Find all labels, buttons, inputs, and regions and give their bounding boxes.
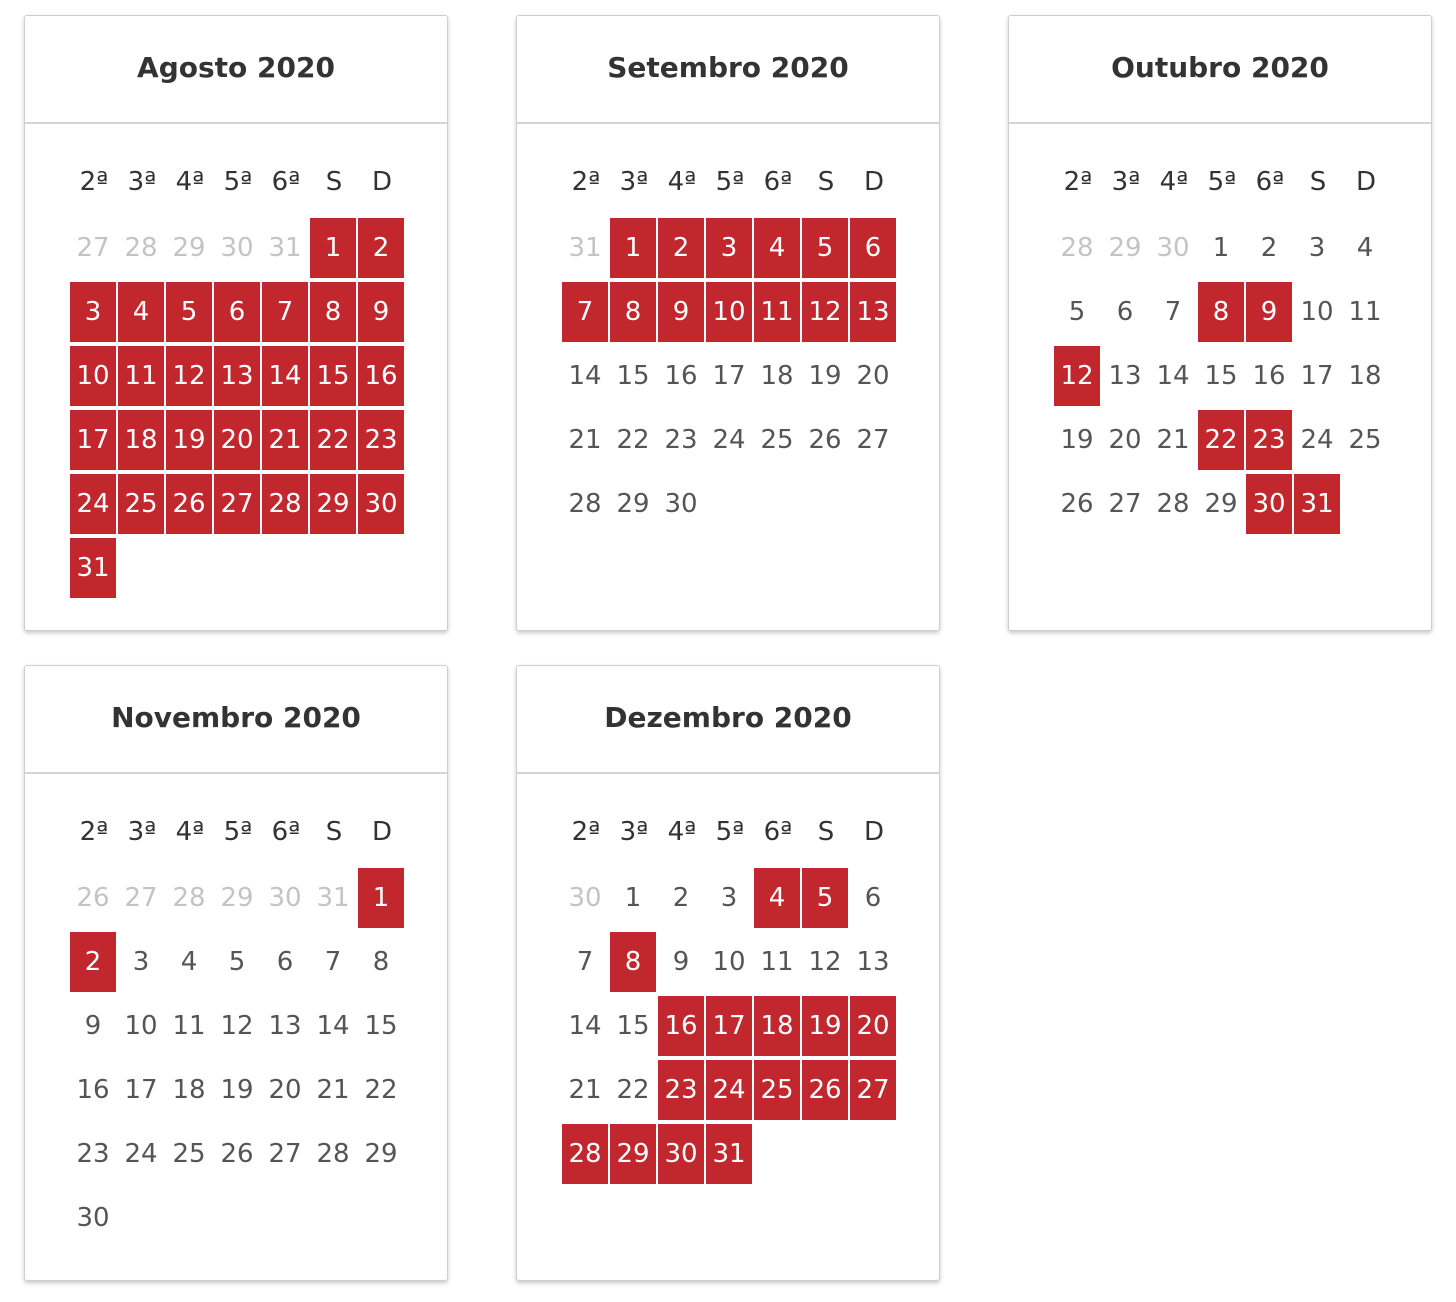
weekday-label: 3ª [619, 817, 649, 847]
day-cell[interactable]: 15 [1204, 361, 1238, 391]
month-header [25, 16, 447, 124]
other-month-day-cell[interactable]: 30 [268, 883, 302, 913]
weekday-label: 4ª [1159, 167, 1189, 197]
weekday-row [1054, 162, 1390, 202]
highlighted-day-cell[interactable]: 28 [262, 474, 308, 534]
month-title: Setembro 2020 [607, 50, 849, 84]
highlighted-day-cell[interactable]: 5 [802, 868, 848, 928]
day-cell[interactable]: 13 [856, 947, 890, 977]
day-cell[interactable]: 16 [1252, 361, 1286, 391]
highlighted-day-cell[interactable]: 7 [562, 282, 608, 342]
day-cell[interactable]: 14 [316, 1011, 350, 1041]
day-cell[interactable]: 27 [268, 1139, 302, 1169]
month-header [517, 666, 939, 774]
day-cell[interactable]: 3 [720, 883, 738, 913]
day-cell[interactable]: 27 [856, 425, 890, 455]
day-cell[interactable]: 2 [1260, 233, 1278, 263]
highlighted-day-cell[interactable]: 29 [310, 474, 356, 534]
highlighted-day-cell[interactable]: 11 [118, 346, 164, 406]
day-cell[interactable]: 26 [1060, 489, 1094, 519]
day-cell[interactable]: 30 [76, 1203, 110, 1233]
highlighted-day-cell[interactable]: 23 [658, 1060, 704, 1120]
highlighted-day-cell[interactable]: 2 [358, 218, 404, 278]
day-cell[interactable]: 4 [180, 947, 198, 977]
highlighted-day-cell[interactable]: 23 [1246, 410, 1292, 470]
day-cell[interactable]: 11 [1348, 297, 1382, 327]
day-cell[interactable]: 19 [808, 361, 842, 391]
highlighted-day-cell[interactable]: 24 [706, 1060, 752, 1120]
highlighted-day-cell[interactable]: 13 [214, 346, 260, 406]
day-cell[interactable]: 11 [760, 947, 794, 977]
day-cell[interactable]: 9 [672, 947, 690, 977]
day-cell[interactable]: 15 [616, 1011, 650, 1041]
day-cell[interactable]: 22 [364, 1075, 398, 1105]
other-month-day-cell[interactable]: 28 [172, 883, 206, 913]
day-cell[interactable]: 20 [1108, 425, 1142, 455]
weekday-label: 5ª [715, 817, 745, 847]
highlighted-day-cell[interactable]: 1 [358, 868, 404, 928]
day-cell[interactable]: 19 [220, 1075, 254, 1105]
highlighted-day-cell[interactable]: 27 [214, 474, 260, 534]
day-cell[interactable]: 15 [364, 1011, 398, 1041]
day-cell[interactable]: 7 [324, 947, 342, 977]
day-cell[interactable]: 18 [760, 361, 794, 391]
weekday-row [562, 162, 898, 202]
weekday-label: 6ª [763, 167, 793, 197]
day-cell[interactable]: 8 [372, 947, 390, 977]
highlighted-day-cell[interactable]: 12 [166, 346, 212, 406]
highlighted-day-cell[interactable]: 2 [658, 218, 704, 278]
day-cell[interactable]: 6 [1116, 297, 1134, 327]
month-title: Agosto 2020 [137, 50, 335, 84]
day-cell[interactable]: 2 [672, 883, 690, 913]
highlighted-day-cell[interactable]: 26 [802, 1060, 848, 1120]
weekday-label: 4ª [175, 167, 205, 197]
highlighted-day-cell[interactable]: 7 [262, 282, 308, 342]
highlighted-day-cell[interactable]: 3 [70, 282, 116, 342]
highlighted-day-cell[interactable]: 8 [610, 282, 656, 342]
other-month-day-cell[interactable]: 29 [220, 883, 254, 913]
weekday-label: 6ª [1255, 167, 1285, 197]
month-title: Outubro 2020 [1111, 50, 1329, 84]
highlighted-day-cell[interactable]: 28 [562, 1124, 608, 1184]
highlighted-day-cell[interactable]: 24 [70, 474, 116, 534]
day-cell[interactable]: 21 [1156, 425, 1190, 455]
weekday-label: 3ª [127, 817, 157, 847]
day-cell[interactable]: 1 [1212, 233, 1230, 263]
day-cell[interactable]: 10 [712, 947, 746, 977]
highlighted-day-cell[interactable]: 5 [802, 218, 848, 278]
day-cell[interactable]: 10 [124, 1011, 158, 1041]
weekday-label: 5ª [1207, 167, 1237, 197]
highlighted-day-cell[interactable]: 9 [658, 282, 704, 342]
weekday-label: 6ª [763, 817, 793, 847]
day-cell[interactable]: 25 [172, 1139, 206, 1169]
other-month-day-cell[interactable]: 30 [1156, 233, 1190, 263]
weekday-label: D [371, 817, 393, 847]
highlighted-day-cell[interactable]: 13 [850, 282, 896, 342]
day-cell[interactable]: 22 [616, 1075, 650, 1105]
highlighted-day-cell[interactable]: 22 [310, 410, 356, 470]
highlighted-day-cell[interactable]: 2 [70, 932, 116, 992]
highlighted-day-cell[interactable]: 31 [1294, 474, 1340, 534]
weekday-label: D [1355, 167, 1377, 197]
day-cell[interactable]: 13 [1108, 361, 1142, 391]
day-cell[interactable]: 23 [76, 1139, 110, 1169]
highlighted-day-cell[interactable]: 11 [754, 282, 800, 342]
highlighted-day-cell[interactable]: 30 [658, 1124, 704, 1184]
day-cell[interactable]: 21 [316, 1075, 350, 1105]
highlighted-day-cell[interactable]: 4 [754, 868, 800, 928]
day-cell[interactable]: 28 [1156, 489, 1190, 519]
day-cell[interactable]: 17 [712, 361, 746, 391]
highlighted-day-cell[interactable]: 19 [166, 410, 212, 470]
highlighted-day-cell[interactable]: 26 [166, 474, 212, 534]
weekday-row [70, 812, 406, 852]
day-cell[interactable]: 24 [1300, 425, 1334, 455]
weekday-label: 5ª [715, 167, 745, 197]
weekday-label: 4ª [667, 817, 697, 847]
highlighted-day-cell[interactable]: 17 [70, 410, 116, 470]
highlighted-day-cell[interactable]: 6 [214, 282, 260, 342]
other-month-day-cell[interactable]: 31 [268, 233, 302, 263]
other-month-day-cell[interactable]: 27 [124, 883, 158, 913]
weekday-label: 4ª [175, 817, 205, 847]
day-cell[interactable]: 3 [132, 947, 150, 977]
day-cell[interactable]: 21 [568, 425, 602, 455]
highlighted-day-cell[interactable]: 31 [706, 1124, 752, 1184]
day-cell[interactable]: 24 [712, 425, 746, 455]
day-cell[interactable]: 25 [760, 425, 794, 455]
highlighted-day-cell[interactable]: 4 [118, 282, 164, 342]
day-cell[interactable]: 14 [568, 361, 602, 391]
weekday-label: 3ª [619, 167, 649, 197]
other-month-day-cell[interactable]: 31 [316, 883, 350, 913]
other-month-day-cell[interactable]: 30 [220, 233, 254, 263]
highlighted-day-cell[interactable]: 30 [358, 474, 404, 534]
weekday-label: 5ª [223, 167, 253, 197]
highlighted-day-cell[interactable]: 1 [310, 218, 356, 278]
other-month-day-cell[interactable]: 28 [124, 233, 158, 263]
weekday-label: 3ª [127, 167, 157, 197]
day-cell[interactable]: 7 [576, 947, 594, 977]
highlighted-day-cell[interactable]: 18 [754, 996, 800, 1056]
weekday-label: S [817, 817, 835, 847]
highlighted-day-cell[interactable]: 19 [802, 996, 848, 1056]
day-cell[interactable]: 27 [1108, 489, 1142, 519]
month-card [516, 665, 940, 1281]
weekday-label: 5ª [223, 817, 253, 847]
weekday-label: 2ª [79, 817, 109, 847]
highlighted-day-cell[interactable]: 4 [754, 218, 800, 278]
day-cell[interactable]: 22 [616, 425, 650, 455]
highlighted-day-cell[interactable]: 3 [706, 218, 752, 278]
day-cell[interactable]: 5 [1068, 297, 1086, 327]
highlighted-day-cell[interactable]: 15 [310, 346, 356, 406]
highlighted-day-cell[interactable]: 22 [1198, 410, 1244, 470]
highlighted-day-cell[interactable]: 29 [610, 1124, 656, 1184]
highlighted-day-cell[interactable]: 12 [802, 282, 848, 342]
weekday-label: D [863, 167, 885, 197]
highlighted-day-cell[interactable]: 27 [850, 1060, 896, 1120]
weekday-label: 2ª [571, 167, 601, 197]
highlighted-day-cell[interactable]: 16 [358, 346, 404, 406]
highlighted-day-cell[interactable]: 6 [850, 218, 896, 278]
day-cell[interactable]: 11 [172, 1011, 206, 1041]
day-cell[interactable]: 21 [568, 1075, 602, 1105]
highlighted-day-cell[interactable]: 30 [1246, 474, 1292, 534]
highlighted-day-cell[interactable]: 8 [610, 932, 656, 992]
weekday-label: D [371, 167, 393, 197]
weekday-row [562, 812, 898, 852]
day-cell[interactable]: 28 [316, 1139, 350, 1169]
month-title: Novembro 2020 [111, 700, 361, 734]
day-cell[interactable]: 15 [616, 361, 650, 391]
highlighted-day-cell[interactable]: 25 [118, 474, 164, 534]
day-cell[interactable]: 28 [568, 489, 602, 519]
other-month-day-cell[interactable]: 29 [1108, 233, 1142, 263]
day-cell[interactable]: 25 [1348, 425, 1382, 455]
day-cell[interactable]: 14 [568, 1011, 602, 1041]
day-cell[interactable]: 6 [276, 947, 294, 977]
day-cell[interactable]: 3 [1308, 233, 1326, 263]
highlighted-day-cell[interactable]: 31 [70, 538, 116, 598]
weekday-label: 4ª [667, 167, 697, 197]
day-cell[interactable]: 20 [268, 1075, 302, 1105]
day-cell[interactable]: 20 [856, 361, 890, 391]
other-month-day-cell[interactable]: 27 [76, 233, 110, 263]
weekday-label: D [863, 817, 885, 847]
weekday-label: S [325, 817, 343, 847]
highlighted-day-cell[interactable]: 8 [310, 282, 356, 342]
highlighted-day-cell[interactable]: 8 [1198, 282, 1244, 342]
highlighted-day-cell[interactable]: 14 [262, 346, 308, 406]
month-header [25, 666, 447, 774]
day-cell[interactable]: 6 [864, 883, 882, 913]
day-cell[interactable]: 26 [808, 425, 842, 455]
weekday-label: S [817, 167, 835, 197]
day-cell[interactable]: 1 [624, 883, 642, 913]
month-header [517, 16, 939, 124]
weekday-label: 2ª [1063, 167, 1093, 197]
weekday-label: S [325, 167, 343, 197]
day-cell[interactable]: 16 [76, 1075, 110, 1105]
highlighted-day-cell[interactable]: 23 [358, 410, 404, 470]
day-cell[interactable]: 18 [172, 1075, 206, 1105]
highlighted-day-cell[interactable]: 20 [214, 410, 260, 470]
other-month-day-cell[interactable]: 28 [1060, 233, 1094, 263]
highlighted-day-cell[interactable]: 25 [754, 1060, 800, 1120]
weekday-label: 6ª [271, 817, 301, 847]
day-cell[interactable]: 26 [220, 1139, 254, 1169]
weekday-label: S [1309, 167, 1327, 197]
day-cell[interactable]: 9 [84, 1011, 102, 1041]
month-card [24, 15, 448, 631]
weekday-row [70, 162, 406, 202]
day-cell[interactable]: 29 [364, 1139, 398, 1169]
day-cell[interactable]: 13 [268, 1011, 302, 1041]
day-cell[interactable]: 23 [664, 425, 698, 455]
other-month-day-cell[interactable]: 29 [172, 233, 206, 263]
weekday-label: 3ª [1111, 167, 1141, 197]
day-cell[interactable]: 5 [228, 947, 246, 977]
day-cell[interactable]: 17 [124, 1075, 158, 1105]
day-cell[interactable]: 4 [1356, 233, 1374, 263]
highlighted-day-cell[interactable]: 20 [850, 996, 896, 1056]
highlighted-day-cell[interactable]: 17 [706, 996, 752, 1056]
month-header [1009, 16, 1431, 124]
other-month-day-cell[interactable]: 26 [76, 883, 110, 913]
highlighted-day-cell[interactable]: 16 [658, 996, 704, 1056]
weekday-label: 2ª [79, 167, 109, 197]
day-cell[interactable]: 18 [1348, 361, 1382, 391]
day-cell[interactable]: 29 [1204, 489, 1238, 519]
month-card [516, 15, 940, 631]
day-cell[interactable]: 24 [124, 1139, 158, 1169]
highlighted-day-cell[interactable]: 1 [610, 218, 656, 278]
month-card [24, 665, 448, 1281]
weekday-label: 6ª [271, 167, 301, 197]
day-cell[interactable]: 10 [1300, 297, 1334, 327]
day-cell[interactable]: 30 [664, 489, 698, 519]
highlighted-day-cell[interactable]: 12 [1054, 346, 1100, 406]
other-month-day-cell[interactable]: 30 [568, 883, 602, 913]
day-cell[interactable]: 7 [1164, 297, 1182, 327]
day-cell[interactable]: 17 [1300, 361, 1334, 391]
highlighted-day-cell[interactable]: 9 [358, 282, 404, 342]
highlighted-day-cell[interactable]: 5 [166, 282, 212, 342]
highlighted-day-cell[interactable]: 18 [118, 410, 164, 470]
highlighted-day-cell[interactable]: 10 [70, 346, 116, 406]
highlighted-day-cell[interactable]: 9 [1246, 282, 1292, 342]
day-cell[interactable]: 14 [1156, 361, 1190, 391]
other-month-day-cell[interactable]: 31 [568, 233, 602, 263]
day-cell[interactable]: 16 [664, 361, 698, 391]
month-card [1008, 15, 1432, 631]
day-cell[interactable]: 12 [808, 947, 842, 977]
month-title: Dezembro 2020 [604, 700, 852, 734]
day-cell[interactable]: 29 [616, 489, 650, 519]
highlighted-day-cell[interactable]: 10 [706, 282, 752, 342]
weekday-label: 2ª [571, 817, 601, 847]
day-cell[interactable]: 12 [220, 1011, 254, 1041]
highlighted-day-cell[interactable]: 21 [262, 410, 308, 470]
day-cell[interactable]: 19 [1060, 425, 1094, 455]
